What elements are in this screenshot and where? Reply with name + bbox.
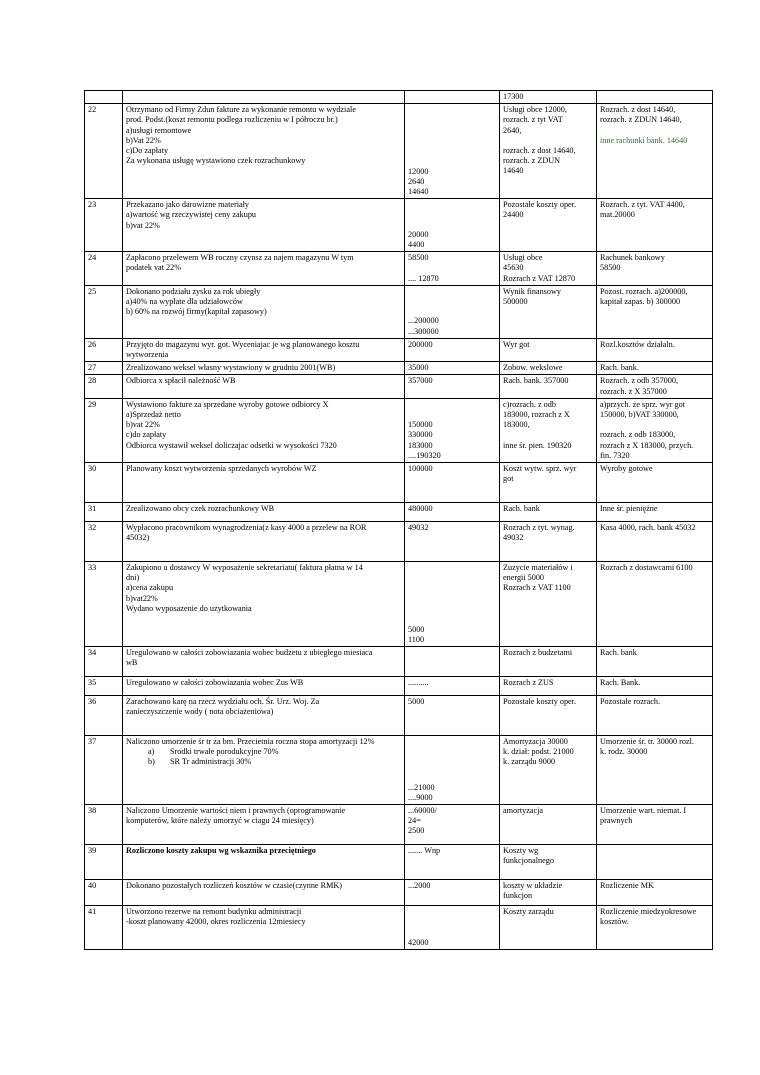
table-row (85, 503, 713, 522)
table-row (85, 199, 713, 252)
list-marker: b) (148, 757, 155, 767)
credit-account (597, 91, 713, 104)
amount-cell (405, 398, 500, 462)
operation-description (123, 647, 405, 677)
debit-account-text: Pozostałe koszty oper. (503, 697, 576, 707)
amount-text: 100000 (408, 464, 433, 474)
table-row (85, 647, 713, 677)
amount-text: ...21000 ....9000 (408, 782, 435, 802)
row-number (85, 696, 123, 736)
credit-account (597, 880, 713, 906)
debit-account-text: c)rozrach. z odb 183000, rozrach z X 183000, inne śr. pien. 190320 (503, 399, 572, 450)
operation-description-text: Naliczono umorzenie śr tr za bm. Przecietnia roczna stopa amortyzacji 12% (126, 737, 375, 747)
table-row (85, 252, 713, 286)
row-number-text: 40 (88, 881, 97, 891)
operation-description (123, 91, 405, 104)
operation-description (123, 252, 405, 286)
credit-account (597, 696, 713, 736)
amount-cell (405, 845, 500, 880)
amount-cell (405, 677, 500, 696)
table-row (85, 562, 713, 647)
amount-text: 20000 4400 (408, 229, 429, 249)
credit-account (597, 463, 713, 503)
credit-account-text: Pozostałe rozrach. (600, 697, 661, 707)
debit-account (500, 503, 597, 522)
operation-description (123, 398, 405, 462)
row-number-text: 36 (88, 697, 97, 707)
credit-account (597, 104, 713, 199)
debit-account-text: amortyzacja (503, 806, 544, 816)
row-number (85, 285, 123, 338)
table-row (85, 285, 713, 338)
debit-account-text: koszty w układzie funkcjon (503, 881, 563, 901)
amount-text: 49032 (408, 523, 429, 533)
operation-description-text: Zapłacono przelewem WB roczny czynsz za najem magazynu W tym podatek vat 22% (126, 253, 354, 273)
operation-description (123, 880, 405, 906)
operation-description (123, 562, 405, 647)
debit-account-text: Zuzycie materiałów i energii 5000 Rozrach z VAT 1100 (503, 563, 573, 593)
credit-account-text: Rach. bank (600, 648, 637, 658)
credit-account (597, 338, 713, 361)
operation-description (123, 805, 405, 845)
operation-description-text: Otrzymano od Firmy Zdun fakture za wykonanie remontu w wydziale prod. Podst.(koszt remontu podlega rozliczeniu w I półroczu br.) a)usługi remontowe b)Vat 22% c)Do zapłaty Za wykonana usługę wystawiono czek rozrachunkowy (126, 105, 356, 166)
list-text: SR Tr administracji 30% (170, 757, 252, 767)
debit-account-text: Rozrach z tyt. wynag. 49032 (503, 523, 575, 543)
credit-account (597, 562, 713, 647)
debit-account (500, 677, 597, 696)
row-number (85, 199, 123, 252)
operation-description-text: Przyjęto do magazynu wyr. got. Wyceniajac je wg planowanego kosztu wytworzenia (126, 339, 360, 360)
table-row (85, 398, 713, 462)
row-number (85, 252, 123, 286)
sub-list-item (126, 757, 401, 767)
row-number-text: 30 (88, 464, 97, 474)
debit-account-text: Usługi obce 12000, rozrach. z tyt VAT 2640, rozrach. z dost 14640, rozrach. z ZDUN 14640 (503, 105, 576, 176)
operation-description-text: Uregulowano w całości zobowiazania wobec Zus WB (126, 678, 304, 688)
table-row (85, 104, 713, 199)
row-number (85, 736, 123, 805)
operation-description-text: Rozliczono koszty zakupu wg wskaznika przeciętniego (126, 846, 316, 856)
credit-account-text: Rozl.kosztów działaln. (600, 339, 675, 349)
debit-account (500, 362, 597, 375)
credit-account-text: Rozrach. z tyt. VAT 4400, mat.20000 (600, 200, 685, 220)
row-number (85, 463, 123, 503)
row-number-text: 35 (88, 678, 97, 688)
debit-account-text: Amortyzacja 30000 k. dział: podst. 21000 k. zarządu 9000 (503, 737, 574, 767)
amount-cell (405, 736, 500, 805)
debit-account (500, 398, 597, 462)
table-row (85, 696, 713, 736)
row-number (85, 845, 123, 880)
amount-cell (405, 463, 500, 503)
amount-text: 150000 330000 183000 ....190320 (408, 420, 441, 460)
operation-description-text: Utworzono rezerwe na remont budynku administracji -koszt planowany 42000, okres rozliczenia 12miesiecy (126, 907, 306, 927)
debit-account-text: Rach. bank (503, 504, 540, 514)
debit-account-text: Koszt wytw. sprz. wyr got (503, 464, 577, 484)
row-number (85, 805, 123, 845)
debit-account-text: Rozrach z budzetami (503, 648, 573, 658)
credit-account-text: a)przych. ze sprz. wyr got 150000, b)VAT 330000, rozrach. z odb 183000, rozrach z X 183000, przych. fin. 7320 (600, 399, 694, 460)
row-number (85, 91, 123, 104)
row-number-text: 23 (88, 200, 97, 210)
amount-text: 5000 1100 (408, 624, 425, 644)
row-number-text: 25 (88, 286, 97, 296)
amount-text: ....... Wnp (408, 846, 441, 856)
debit-account (500, 522, 597, 562)
row-number (85, 375, 123, 398)
credit-account (597, 503, 713, 522)
amount-cell (405, 522, 500, 562)
operation-description-text: Zrealizowano obcy czek rozrachunkowy WB (126, 504, 275, 514)
credit-account (597, 522, 713, 562)
amount-cell (405, 252, 500, 286)
operation-description-text: Naliczono Umorzenie wartości niem i prawnych (oprogramowanie komputerów, które należy umorzyć w ciagu 24 miesięcy) (126, 806, 346, 826)
debit-account (500, 805, 597, 845)
amount-cell (405, 696, 500, 736)
operation-description (123, 285, 405, 338)
credit-account (597, 647, 713, 677)
credit-account-text: Pozost. rozrach. a)200000, kapitał zapas. b) 300000 (600, 286, 688, 307)
amount-cell (405, 338, 500, 361)
row-number-text: 41 (88, 907, 97, 917)
credit-account-text: Rozrach. z odb 357000, rozrach. z X 357000 (600, 376, 678, 396)
amount-text: 357000 (408, 376, 433, 386)
operation-description (123, 906, 405, 950)
debit-account (500, 285, 597, 338)
ledger-body (85, 91, 713, 950)
operation-description-text: Zrealizowano weksel własny wystawiony w grudniu 2001(WB) (126, 363, 336, 373)
table-row (85, 805, 713, 845)
debit-account-text: Rozrach z ZUS (503, 678, 554, 688)
row-number-text: 29 (88, 399, 97, 409)
table-row (85, 338, 713, 361)
credit-account-text: Rachunek bankowy 58500 (600, 253, 665, 273)
credit-account-text: Rach. bank. (600, 363, 639, 373)
operation-description-text: Wypłacono pracownikom wynagrodzenia(z kasy 4000 a przelew na ROR 45032) (126, 523, 367, 543)
credit-account-text: Rozrach z dostawcami 6100 (600, 563, 693, 573)
debit-account-text: Koszty wg funkcjonalnego (503, 846, 554, 866)
amount-text: 58500 .... 12870 (408, 253, 439, 283)
operation-description (123, 696, 405, 736)
row-number (85, 677, 123, 696)
table-row (85, 375, 713, 398)
debit-account (500, 199, 597, 252)
operation-description-text: Zakupiono u dostawcy W wyposażenie sekretariatu( faktura płatna w 14 dni) a)cena zakupu b)vat22% Wydano wyposazenie do uzytkowania (126, 563, 363, 613)
row-number (85, 362, 123, 375)
credit-account-text: Umorzenie śr. tr. 30000 rozl. k. rodz. 30000 (600, 737, 694, 757)
operation-description (123, 375, 405, 398)
credit-account (597, 736, 713, 805)
credit-account-text: Umorzenie wart. niemat. I prawnych (600, 806, 687, 826)
amount-text: 5000 (408, 697, 425, 707)
credit-account (597, 375, 713, 398)
sub-list-item (126, 747, 401, 757)
debit-account-text: 17300 (503, 92, 524, 101)
table-row (85, 91, 713, 104)
credit-account (597, 677, 713, 696)
operation-description (123, 199, 405, 252)
credit-account-text: Wyroby gotowe (600, 464, 653, 474)
amount-text: .......... (408, 678, 429, 688)
credit-account-text: Kasa 4000, rach. bank 45032 (600, 523, 696, 533)
amount-cell (405, 375, 500, 398)
row-number-text: 39 (88, 846, 97, 856)
operation-description (123, 338, 405, 361)
debit-account-text: Usługi obce 45630 Rozrach z VAT 12870 (503, 253, 576, 283)
row-number (85, 104, 123, 199)
amount-text: ...200000 ...300000 (408, 316, 439, 336)
row-number (85, 522, 123, 562)
row-number (85, 647, 123, 677)
list-marker: a) (148, 747, 155, 757)
operation-description-text: Wystawiono fakture za sprzedane wyroby gotowe odbiorcy X a)Sprzedaż netto b)vat 22% c)do zapłaty Odbiorca wystawił weksel doliczajac odsetki w wysokości 7320 (126, 399, 337, 450)
debit-account (500, 91, 597, 104)
amount-cell (405, 805, 500, 845)
credit-account-text: Inne śr. pieniężne (600, 504, 658, 514)
row-number-text: 33 (88, 563, 97, 573)
debit-account (500, 104, 597, 199)
credit-account (597, 199, 713, 252)
credit-account-text: Rozliczenie miedzyokresowe kosztów. (600, 907, 697, 927)
row-number-text: 31 (88, 504, 97, 514)
debit-account-text: Koszty zarządu (503, 907, 554, 917)
credit-account-text: Rach. Bank. (600, 678, 641, 688)
debit-account (500, 906, 597, 950)
row-number-text: 28 (88, 376, 97, 386)
debit-account-text: Rach. bank. 357000 (503, 376, 569, 386)
operation-description (123, 736, 405, 805)
row-number (85, 562, 123, 647)
amount-cell (405, 503, 500, 522)
debit-account-text: Wynik finansowy 500000 (503, 286, 561, 307)
operation-description (123, 362, 405, 375)
debit-account (500, 463, 597, 503)
table-row (85, 906, 713, 950)
debit-account-text: Pozostałe koszty oper. 24400 (503, 200, 576, 220)
amount-text: ...60000/ 24= 2500 (408, 806, 437, 836)
amount-text: 42000 (408, 937, 429, 947)
list-text: Srodki trwałe porodukcyjne 70% (170, 747, 279, 757)
row-number-text: 37 (88, 737, 97, 747)
operation-description (123, 845, 405, 880)
operation-description (123, 677, 405, 696)
amount-text: 200000 (408, 339, 433, 349)
operation-description-text: Dokonano pozostałych rozliczeń kosztów w czasie(czynne RMK) (126, 881, 342, 891)
row-number (85, 398, 123, 462)
debit-account (500, 736, 597, 805)
amount-cell (405, 199, 500, 252)
row-number (85, 338, 123, 361)
amount-cell (405, 562, 500, 647)
table-row (85, 880, 713, 906)
amount-cell (405, 104, 500, 199)
debit-account (500, 375, 597, 398)
ledger-table (84, 90, 713, 950)
row-number (85, 906, 123, 950)
credit-account (597, 362, 713, 375)
amount-text: 480000 (408, 504, 433, 514)
row-number-text: 26 (88, 339, 97, 349)
amount-cell (405, 647, 500, 677)
credit-account-text: Rozliczenie MK (600, 881, 654, 891)
debit-account (500, 880, 597, 906)
debit-account (500, 845, 597, 880)
debit-account (500, 647, 597, 677)
operation-description-text: Uregulowano w całości zobowiazania wobec budzetu z ubiegłego miesiaca wB (126, 648, 373, 668)
credit-account-text: Rozrach. z dost 14640, rozrach. z ZDUN 14640, (600, 105, 682, 125)
debit-account (500, 252, 597, 286)
operation-description-text: Zarachowano karę na rzecz wydziału och. Śr. Urz. Woj. Za zanieczyszczenie wody ( nota obciażeniowa) (126, 697, 320, 717)
amount-cell (405, 91, 500, 104)
row-number-text: 38 (88, 806, 97, 816)
amount-text: ...2000 (408, 881, 431, 891)
debit-account (500, 338, 597, 361)
row-number-text: 34 (88, 648, 97, 658)
row-number (85, 503, 123, 522)
operation-description (123, 522, 405, 562)
amount-cell (405, 906, 500, 950)
table-row (85, 736, 713, 805)
amount-cell (405, 362, 500, 375)
credit-account (597, 845, 713, 880)
debit-account (500, 562, 597, 647)
credit-green-text: inne rachunki bank. 14640 (600, 135, 688, 145)
table-row (85, 845, 713, 880)
operation-description (123, 503, 405, 522)
credit-account (597, 805, 713, 845)
credit-account (597, 252, 713, 286)
credit-account (597, 285, 713, 338)
row-number-text: 24 (88, 253, 97, 263)
amount-cell (405, 285, 500, 338)
debit-account-text: Wyr got (503, 339, 530, 349)
operation-description-text: Planowany koszt wytworzenia sprzedanych wyrobów WZ (126, 464, 317, 474)
row-number-text: 32 (88, 523, 97, 533)
operation-description (123, 104, 405, 199)
operation-description (123, 463, 405, 503)
table-row (85, 677, 713, 696)
credit-account (597, 906, 713, 950)
row-number-text: 27 (88, 363, 97, 373)
operation-description-text: Odbiorca x spłacił należność WB (126, 376, 236, 386)
row-number-text: 22 (88, 105, 97, 115)
operation-description-text: Przekazano jako darowizne materiały a)wartość wg rzeczywistej ceny zakupu b)vat 22% (126, 200, 257, 230)
table-row (85, 362, 713, 375)
row-number (85, 880, 123, 906)
amount-text: 35000 (408, 363, 429, 373)
credit-account (597, 398, 713, 462)
table-row (85, 463, 713, 503)
amount-text: 12000 2640 14640 (408, 166, 429, 196)
table-row (85, 522, 713, 562)
debit-account (500, 696, 597, 736)
amount-cell (405, 880, 500, 906)
debit-account-text: Zobow. wekslowe (503, 363, 563, 373)
operation-description-text: Dokonano podziału zysku za rok ubiegły a)40% na wypłate dla udziałowców b) 60% na rozwój firmy(kapitał zapasowy) (126, 286, 267, 317)
